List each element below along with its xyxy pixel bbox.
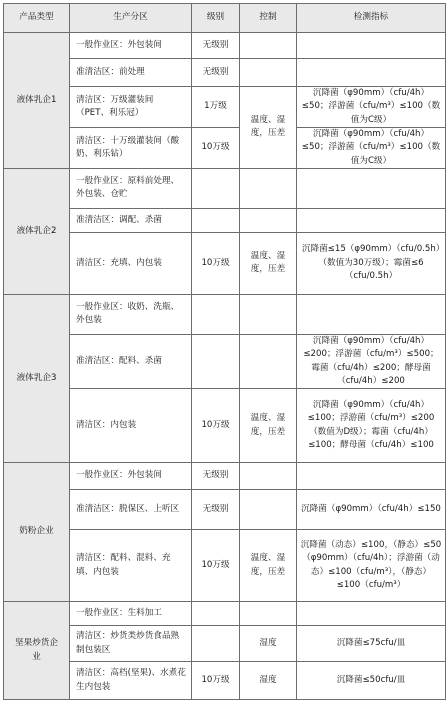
zone-cell: 清洁区：炒货类炒货食品熟制包装区 — [70, 626, 192, 662]
level-cell: 无级别 — [192, 33, 240, 59]
product-type-cell: 液体乳企1 — [4, 33, 70, 169]
control-cell: 温度、湿度，压差 — [240, 389, 297, 463]
table-row — [4, 530, 446, 602]
table-row — [4, 87, 446, 128]
zone-cell: 清洁区：内包装 — [70, 389, 192, 463]
header-control: 控制 — [240, 4, 297, 33]
zone-cell: 一般作业区：生料加工 — [70, 602, 192, 626]
zone-cell: 准清洁区：脱保区、上听区 — [70, 490, 192, 530]
indicator-cell — [297, 208, 446, 232]
cleanroom-standards-table — [3, 3, 446, 700]
level-cell: 10万级 — [192, 232, 240, 294]
header-indicator: 检测指标 — [297, 4, 446, 33]
level-cell: 10万级 — [192, 127, 240, 168]
level-cell: 10万级 — [192, 530, 240, 602]
product-type-cell: 液体乳企2 — [4, 168, 70, 294]
table-row — [4, 127, 446, 168]
indicator-cell — [297, 168, 446, 208]
zone-cell: 一般作业区：原料前处理、外包装、仓贮 — [70, 168, 192, 208]
control-cell — [240, 602, 297, 626]
table-row — [4, 59, 446, 87]
control-cell: 温度、湿度，压差 — [240, 232, 297, 294]
control-cell — [240, 490, 297, 530]
table-row — [4, 232, 446, 294]
table-row — [4, 208, 446, 232]
table-row — [4, 463, 446, 490]
zone-cell: 一般作业区：外包装间 — [70, 463, 192, 490]
table-row — [4, 33, 446, 59]
product-type-cell: 奶粉企业 — [4, 463, 70, 602]
level-cell — [192, 602, 240, 626]
zone-cell: 准清洁区：调配、杀菌 — [70, 208, 192, 232]
table-row — [4, 294, 446, 334]
indicator-cell — [297, 33, 446, 59]
header-row — [4, 4, 446, 33]
indicator-cell: 沉降菌（φ90mm）（cfu/4h）≤50；浮游菌（cfu/m³）≤100（数值为C级） — [297, 87, 446, 128]
header-level: 级别 — [192, 4, 240, 33]
level-cell — [192, 168, 240, 208]
zone-cell: 一般作业区：收奶、洗瓶、外包装 — [70, 294, 192, 334]
control-cell: 温度、湿度，压差 — [240, 87, 297, 169]
indicator-cell: 沉降菌≤75cfu/皿 — [297, 626, 446, 662]
zone-cell: 一般作业区：外包装间 — [70, 33, 192, 59]
indicator-cell: 沉降菌（φ90mm）（cfu/4h）≤150 — [297, 490, 446, 530]
product-type-cell: 液体乳企3 — [4, 294, 70, 462]
table-row — [4, 389, 446, 463]
level-cell — [192, 294, 240, 334]
product-type-cell: 坚果炒货企业 — [4, 602, 70, 700]
table-row — [4, 490, 446, 530]
level-cell: 无级别 — [192, 463, 240, 490]
zone-cell: 清洁区：配料、混料、充填、内包装 — [70, 530, 192, 602]
indicator-cell — [297, 602, 446, 626]
control-cell: 湿度 — [240, 626, 297, 662]
table-row — [4, 334, 446, 388]
zone-cell: 清洁区：高档(坚果)、水煮花生内包装 — [70, 662, 192, 700]
zone-cell: 准清洁区：配料、杀菌 — [70, 334, 192, 388]
level-cell — [192, 208, 240, 232]
control-cell — [240, 208, 297, 232]
control-cell — [240, 463, 297, 490]
indicator-cell: 沉降菌≤15（φ90mm）（cfu/0.5h）（数值为30万级）；霉菌≤6（cfu/0.5h） — [297, 232, 446, 294]
level-cell: 10万级 — [192, 389, 240, 463]
level-cell: 10万级 — [192, 662, 240, 700]
indicator-cell: 沉降菌（φ90mm）（cfu/4h）≤200；浮游菌（cfu/m³）≤500；霉菌（cfu/4h）≤200；酵母菌（cfu/4h）≤200 — [297, 334, 446, 388]
table-row — [4, 662, 446, 700]
indicator-cell: 沉降菌（动态）≤100，（静态）≤50（φ90mm）（cfu/4h）；浮游菌（动态）≤100（cfu/m³），（静态）≤100（cfu/m³） — [297, 530, 446, 602]
control-cell — [240, 334, 297, 388]
zone-cell: 清洁区：万级灌装间（PET、利乐冠） — [70, 87, 192, 128]
control-cell — [240, 59, 297, 87]
level-cell: 1万级 — [192, 87, 240, 128]
table-row — [4, 602, 446, 626]
control-cell: 湿度 — [240, 662, 297, 700]
control-cell — [240, 168, 297, 208]
zone-cell: 清洁区：十万级灌装间（酸奶、利乐钻） — [70, 127, 192, 168]
indicator-cell — [297, 463, 446, 490]
control-cell: 温度、湿度，压差 — [240, 530, 297, 602]
indicator-cell: 沉降菌（φ90mm）（cfu/4h）≤100；浮游菌（cfu/m³）≤200（数值为D级）；霉菌（cfu/4h）≤100；酵母菌（cfu/4h）≤100 — [297, 389, 446, 463]
table-row — [4, 626, 446, 662]
control-cell — [240, 33, 297, 59]
header-product-type: 产品类型 — [4, 4, 70, 33]
control-cell — [240, 294, 297, 334]
level-cell: 无级别 — [192, 490, 240, 530]
zone-cell: 清洁区：充填、内包装 — [70, 232, 192, 294]
indicator-cell — [297, 294, 446, 334]
header-production-zone: 生产分区 — [70, 4, 192, 33]
zone-cell: 准清洁区：前处理 — [70, 59, 192, 87]
level-cell — [192, 334, 240, 388]
level-cell — [192, 626, 240, 662]
table-row — [4, 168, 446, 208]
level-cell: 无级别 — [192, 59, 240, 87]
indicator-cell: 沉降菌≤50cfu/皿 — [297, 662, 446, 700]
indicator-cell: 沉降菌（φ90mm）（cfu/4h）≤50；浮游菌（cfu/m³）≤100（数值为C级） — [297, 127, 446, 168]
indicator-cell — [297, 59, 446, 87]
